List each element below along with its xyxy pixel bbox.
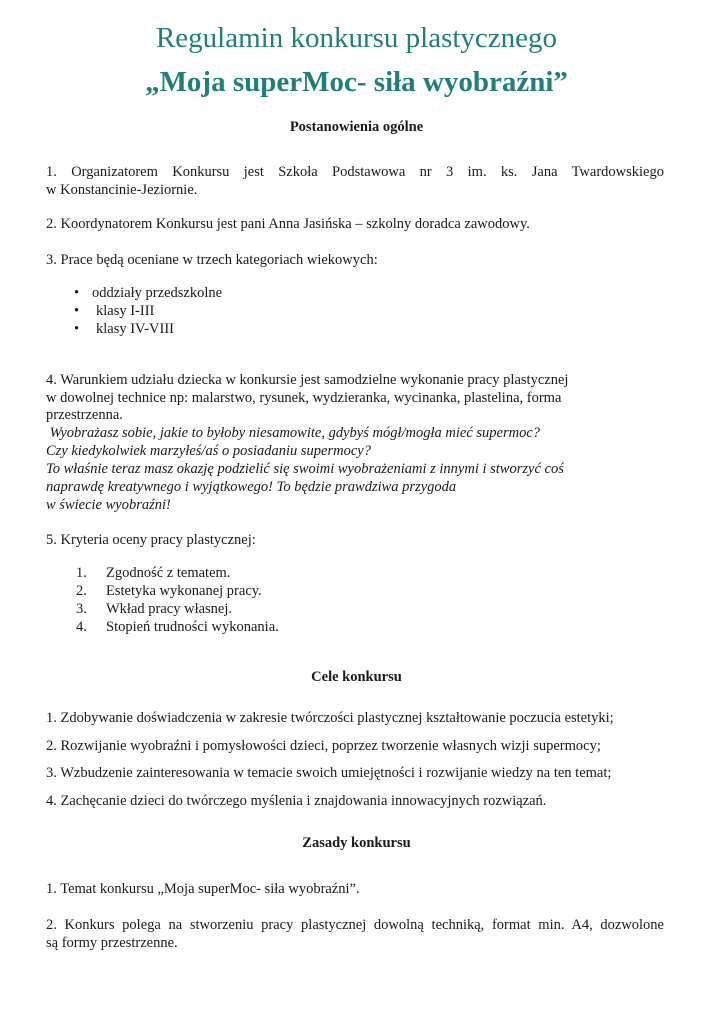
document-page: Regulamin konkursu plastycznego „Moja superMoc- siła wyobraźni” Postanowienia ogólne 1. Organizatorem Konkursu jest Szkoła Podstawowa nr 3 im. ks. Jana Twardowskiego w Konstancinie-Jeziornie. 2. Koordynatorem Konkursu jest pani Anna Jasińska – szkolny doradca zawodowy. 3. Prace będą oceniane w trzech kategoriach wiekowych: • oddziały przedszkolne • klasy I-III • klasy IV-VIII 4. Warunkiem udziału dziecka w konkursie jest samodzielne wykonanie pracy plastycznej w dowolnej technice np: malarstwo, rysunek, wydzieranka, wycinanka, plastelina, forma przestrzenna. Wyobrażasz sobie, jakie to byłoby niesamowite, gdybyś mógł/mogła mieć supermoc? Czy kiedykolwiek marzyłeś/aś o posiadaniu supermocy? To właśnie teraz masz okazję podzielić się swoimi wyobrażeniami z innymi i stworzyć coś naprawdę kreatywnego i wyjątkowego! To będzie prawdziwa przygoda w świecie wyobraźni! 5. Kryteria oceny pracy plastycznej: 1. Zgodność z tematem. 2. Estetyka wykonanej pracy. 3. Wkład pracy własnej. 4. Stopień trudności wykonania. Cele konkursu 1. Zdobywanie doświadczenia w zakresie twórczości plastycznej kształtowanie poczucia estetyki; 2. Rozwijanie wyobraźni i pomysłowości dzieci, poprzez tworzenie własnych wizji supermocy; 3. Wzbudzenie zainteresowania w temacie swoich umiejętności i rozwijanie wiedzy na ten temat; 4. Zachęcanie dzieci do twórczego myślenia i znajdowania innowacyjnych rozwiązań. Zasady konkursu 1. Temat konkursu „Moja superMoc- siła wyobraźni”. 2. Konkurs polega na stworzeniu pracy plastycznej dowolną techniką, format min. A4, dozwolone są formy przestrzenne.	[0, 0, 713, 1024]
bullet-icon: •	[74, 321, 80, 337]
paragraph-4-line1: 4. Warunkiem udziału dziecka w konkursie jest samodzielne wykonanie pracy plastycznej	[46, 372, 569, 388]
invitation-line: Wyobrażasz sobie, jakie to byłoby niesamowite, gdybyś mógł/mogła mieć supermoc?	[46, 425, 541, 441]
invitation-line: naprawdę kreatywnego i wyjątkowego! To będzie prawdziwa przygoda	[46, 479, 457, 495]
invitation-line: Czy kiedykolwiek marzyłeś/aś o posiadaniu supermocy?	[46, 443, 371, 459]
rule-2-line2: są formy przestrzenne.	[46, 935, 178, 951]
paragraph-4-line2: w dowolnej technice np: malarstwo, rysunek, wydzieranka, wycinanka, plastelina, forma	[46, 390, 562, 406]
document-title: Regulamin konkursu plastycznego	[155, 22, 558, 54]
bullet-icon: •	[74, 303, 80, 319]
invitation-line: w świecie wyobraźni!	[46, 497, 171, 513]
contest-name: „Moja superMoc- siła wyobraźni”	[145, 66, 568, 98]
goal-item: 1. Zdobywanie doświadczenia w zakresie twórczości plastycznej kształtowanie poczucia estetyki;	[46, 710, 614, 726]
rule-1: 1. Temat konkursu „Moja superMoc- siła wyobraźni”.	[46, 881, 360, 897]
goal-item: 4. Zachęcanie dzieci do twórczego myślenia i znajdowania innowacyjnych rozwiązań.	[46, 793, 547, 809]
bullet-icon: •	[74, 285, 80, 301]
list-item: 2. Estetyka wykonanej pracy.	[76, 583, 262, 599]
paragraph-5: 5. Kryteria oceny pracy plastycznej:	[46, 532, 256, 548]
goal-item: 3. Wzbudzenie zainteresowania w temacie swoich umiejętności i rozwijanie wiedzy na ten temat;	[46, 765, 612, 781]
rule-2-line1: 2. Konkurs polega na stworzeniu pracy plastycznej dowolną techniką, format min. A4, dozwolone	[46, 917, 664, 933]
paragraph-1-line1: 1. Organizatorem Konkursu jest Szkoła Podstawowa nr 3 im. ks. Jana Twardowskiego	[46, 164, 664, 180]
paragraph-2: 2. Koordynatorem Konkursu jest pani Anna Jasińska – szkolny doradca zawodowy.	[46, 216, 530, 232]
list-item: 4. Stopień trudności wykonania.	[76, 619, 279, 635]
list-item: 3. Wkład pracy własnej.	[76, 601, 233, 617]
heading-general: Postanowienia ogólne	[289, 119, 424, 135]
heading-goals: Cele konkursu	[311, 669, 402, 685]
paragraph-4-line3: przestrzenna.	[46, 407, 123, 423]
heading-rules: Zasady konkursu	[302, 835, 411, 851]
paragraph-1-line2: w Konstancinie-Jeziornie.	[46, 182, 198, 198]
invitation-line: To właśnie teraz masz okazję podzielić się swoimi wyobrażeniami z innymi i stworzyć coś	[46, 461, 564, 477]
goal-item: 2. Rozwijanie wyobraźni i pomysłowości dzieci, poprzez tworzenie własnych wizji supermocy;	[46, 738, 601, 754]
paragraph-3: 3. Prace będą oceniane w trzech kategoriach wiekowych:	[46, 252, 378, 268]
list-item: 1. Zgodność z tematem.	[76, 565, 231, 581]
